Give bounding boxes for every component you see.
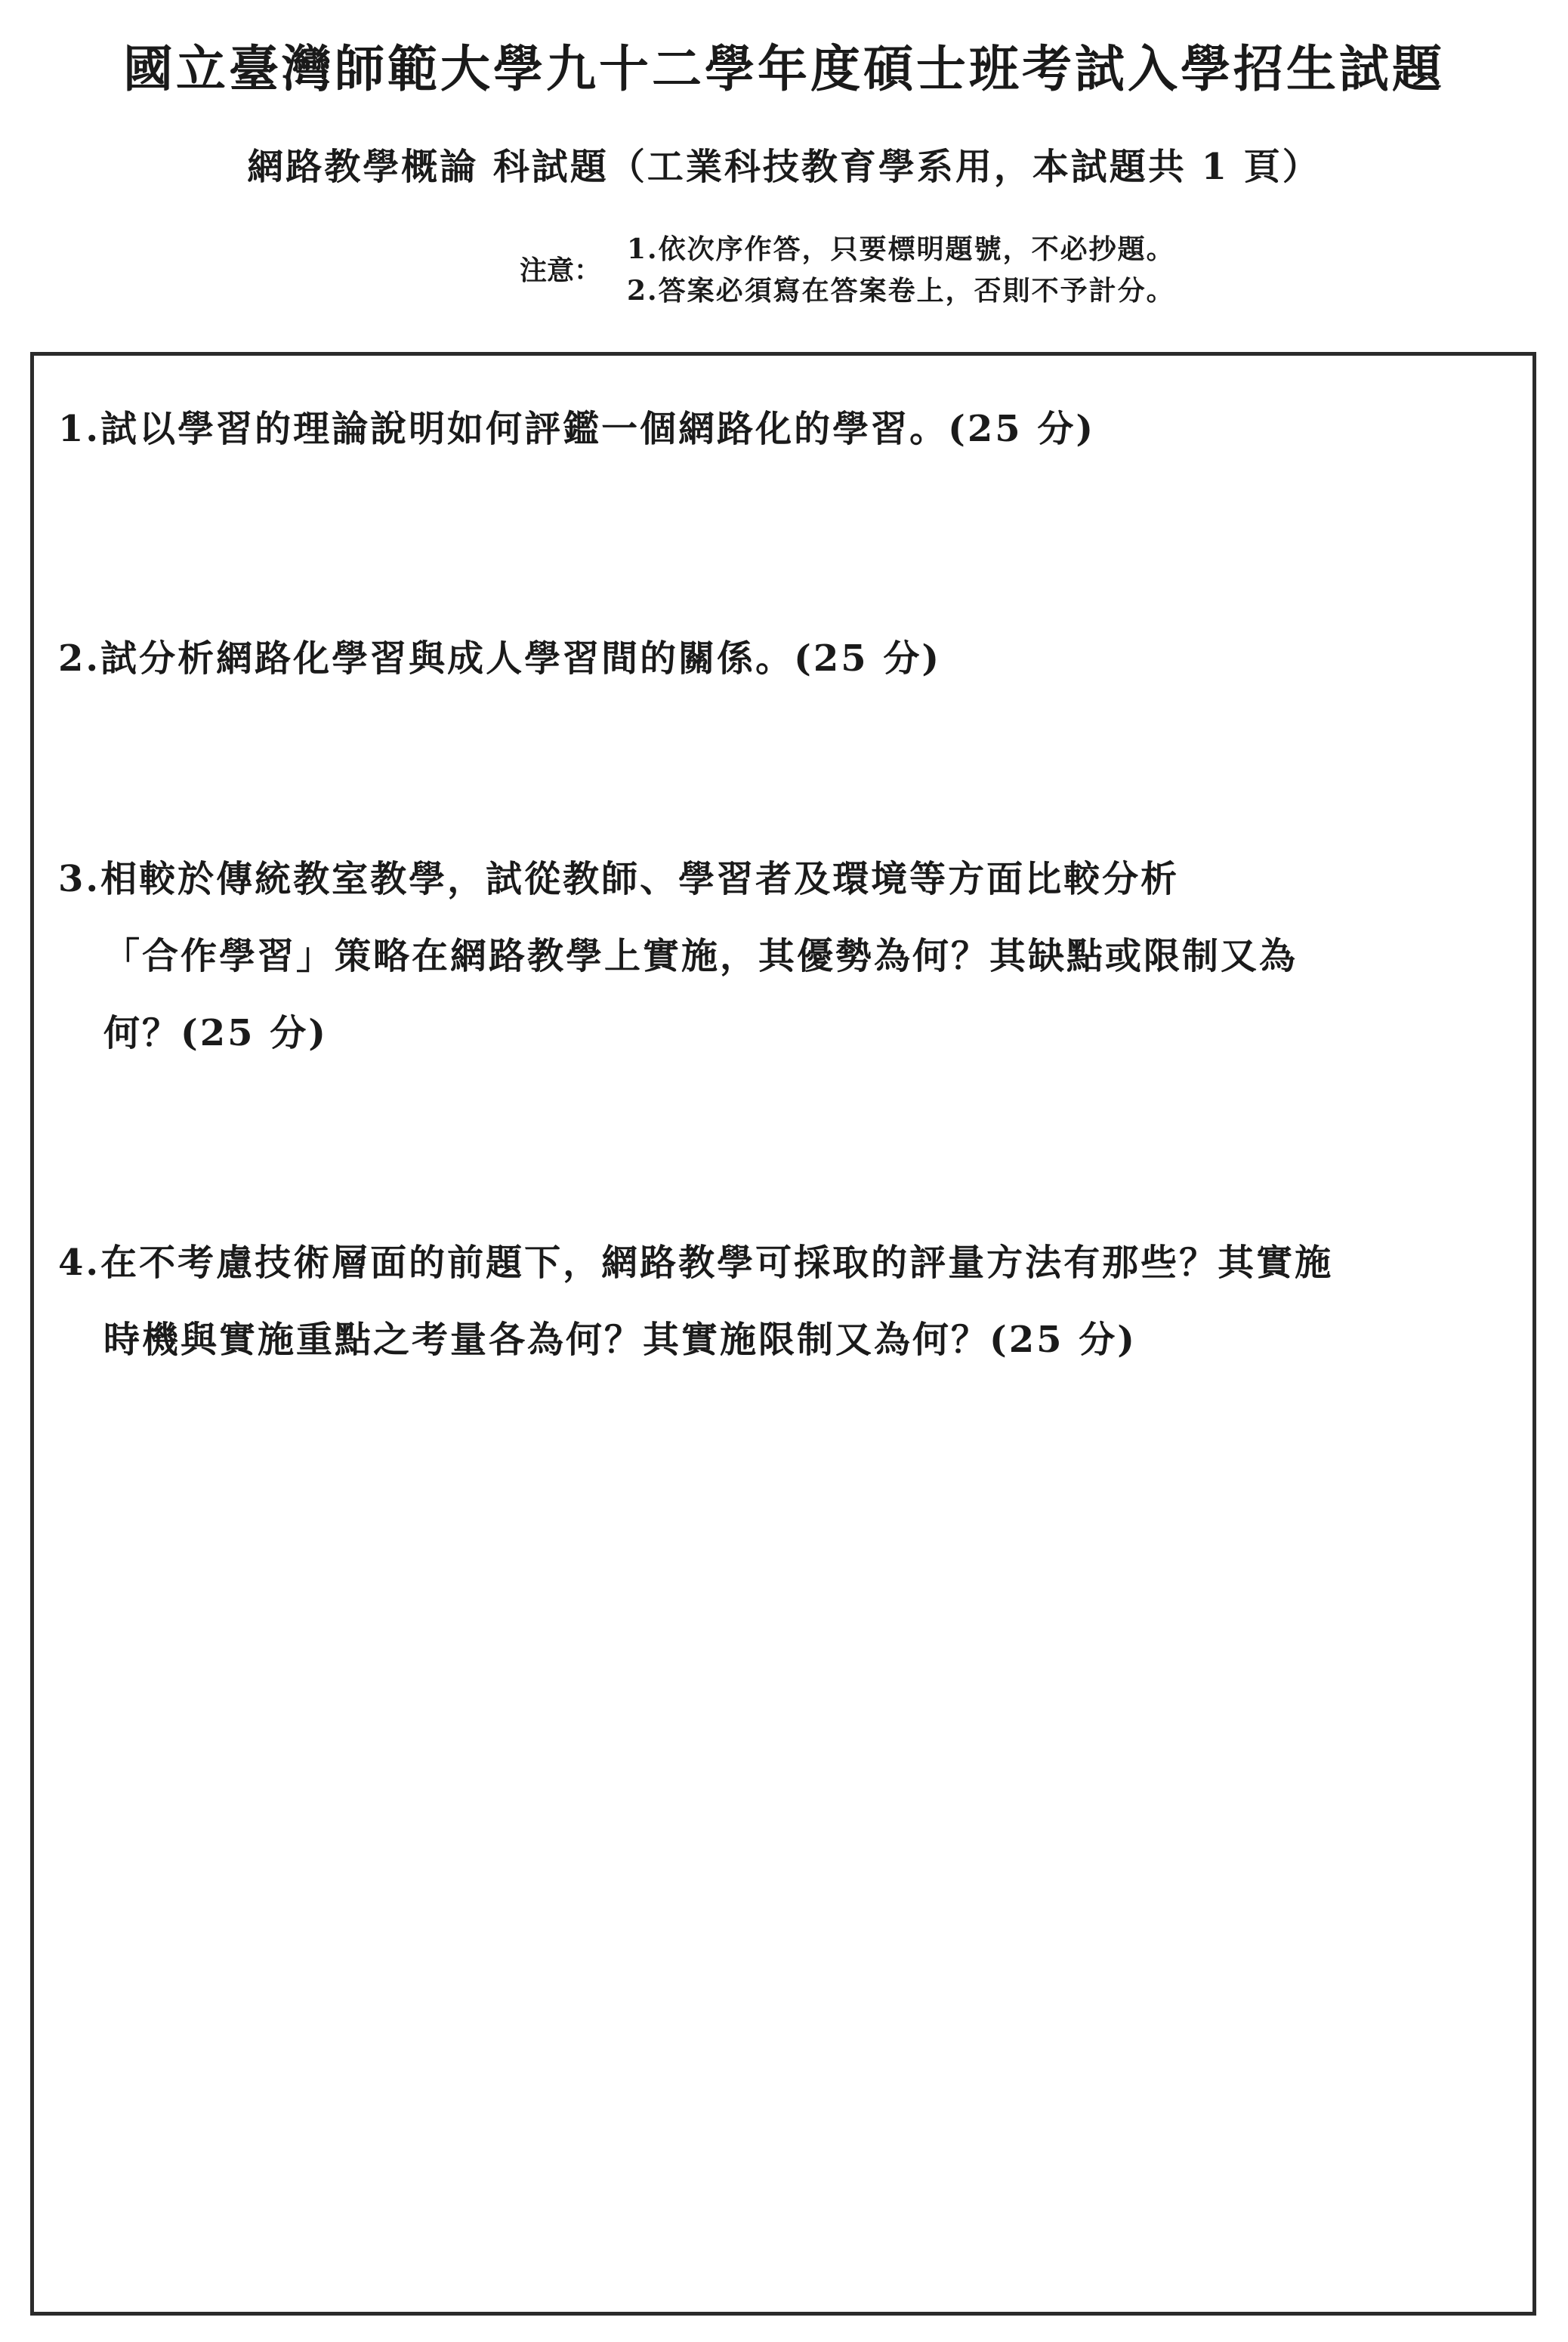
notice-block bbox=[514, 221, 1344, 319]
question-2 bbox=[58, 620, 1516, 697]
question-4-line-1: 4.在不考慮技術層面的前題下，網路教學可採取的評量方法有那些？其實施 bbox=[58, 1242, 1334, 1284]
question-3-line-3: 何？(25 分) bbox=[103, 1012, 328, 1054]
question-box bbox=[30, 352, 1536, 2316]
notice-item-2: 2.答案必須寫在答案卷上，否則不予計分。 bbox=[627, 275, 1175, 307]
question-3-line-1: 3.相較於傳統教室教學，試從教師、學習者及環境等方面比較分析 bbox=[58, 858, 1180, 900]
question-2-line-1: 2.試分析網路化學習與成人學習間的關係。(25 分) bbox=[58, 637, 942, 680]
question-1-line-1: 1.試以學習的理論說明如何評鑑一個網路化的學習。(25 分) bbox=[58, 408, 1096, 450]
notice-label: 注意： bbox=[520, 255, 602, 286]
question-3-line-2: 「合作學習」策略在網路教學上實施，其優勢為何？其缺點或限制又為 bbox=[103, 935, 1298, 977]
subject-line: 網路教學概論 科試題（工業科技教育學系用，本試題共 1 頁） bbox=[247, 146, 1321, 188]
question-1 bbox=[58, 390, 1516, 467]
question-3 bbox=[58, 841, 1516, 1072]
question-4-line-2: 時機與實施重點之考量各為何？其實施限制又為何？(25 分) bbox=[103, 1319, 1137, 1361]
question-4 bbox=[58, 1224, 1516, 1378]
notice-item-1: 1.依次序作答，只要標明題號，不必抄題。 bbox=[627, 233, 1175, 265]
exam-title: 國立臺灣師範大學九十二學年度碩士班考試入學招生試題 bbox=[123, 39, 1445, 98]
